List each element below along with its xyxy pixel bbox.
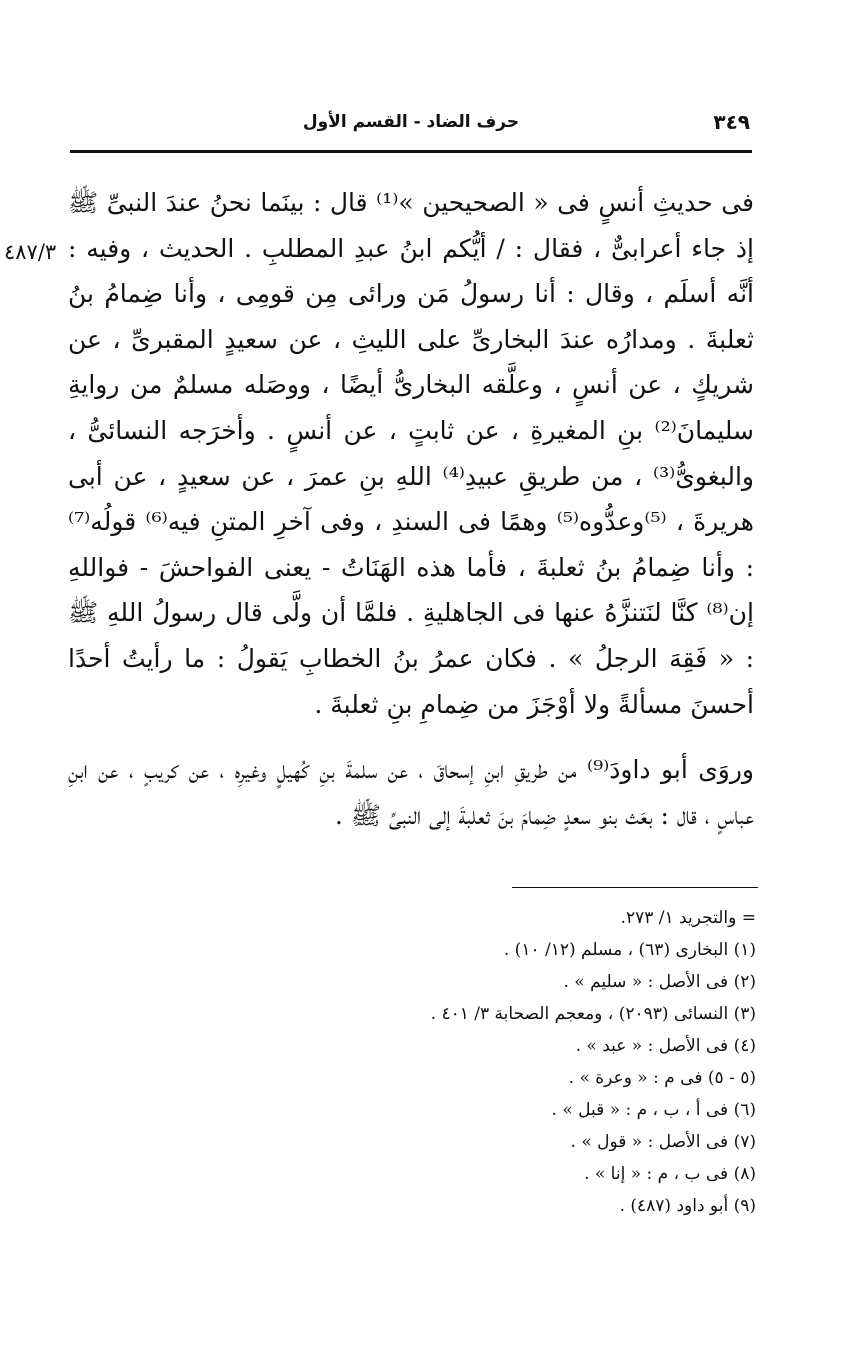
footnote-8: (٨) فى ب ، م : « إنا » . (584, 1164, 756, 1184)
header-title: حرف الضاد - القسم الأول (302, 112, 520, 132)
footnote-rule (512, 887, 758, 888)
page-number: ٣٤٩ (713, 110, 750, 134)
paragraph-1: فى حديثِ أنسٍ فى « الصحيحين »⁽¹⁾ قال : بينَما نحنُ عندَ النبىِّ ﷺ إذ جاء أعرابىٌّ ، فقال : / أيُّكم ابنُ عبدِ المطلبِ . الحديث ، وفيه : أنَّه أسلَم ، وقال : أنا رسولُ مَن ورائى مِن قومِى ، وأنا ضِمامُ بنُ ثعلبةَ . ومدارُه عندَ البخارىِّ على الليثِ ، عن سعيدٍ المقبرىِّ ، عن شريكٍ ، عن أنسٍ ، وعلَّقه البخارىُّ أيضًا ، ووصَله مسلمٌ من روايةِ سليمانَ⁽²⁾ بنِ المغيرةِ ، عن ثابتٍ ، عن أنسٍ . وأخرَجه النسائىُّ ، والبغوىُّ⁽³⁾ ، من طريقِ عبيدِ⁽⁴⁾ اللهِ بنِ عمرَ ، عن سعيدٍ ، عن أبى هريرةَ ، ⁽⁵⁾وعدُّوه⁽⁵⁾ وهمًا فى السندِ ، وفى آخرِ المتنِ فيه⁽⁶⁾ قولُه⁽⁷⁾ : وأنا ضِمامُ بنُ ثعلبةَ ، فأما هذه الهَنَاتُ - يعنى الفواحشَ - فواللهِ إن⁽⁸⁾ كنَّا لنَتنزَّهُ عنها فى الجاهليةِ . فلمَّا أن ولَّى قال رسولُ اللهِ ﷺ : « فَقِهَ الرجلُ » . فكان عمرُ بنُ الخطابِ يَقولُ : ما رأيتُ أحدًا أحسنَ مسألةً ولا أوْجَزَ من ضِمامِ بنِ ثعلبةَ . (68, 188, 755, 719)
margin-reference: ٤٨٧/٣ (4, 240, 57, 264)
footnote-4: (٤) فى الأصل : « عبد » . (575, 1036, 756, 1056)
footnote-continuation: = والتجريد ١/ ٢٧٣. (620, 908, 756, 928)
footnote-1: (١) البخارى (٦٣) ، مسلم (١٢/ ١٠) . (503, 940, 756, 960)
footnote-6: (٦) فى أ ، ب ، م : « قبل » . (551, 1100, 756, 1120)
footnote-2: (٢) فى الأصل : « سليم » . (563, 972, 756, 992)
header-rule (70, 150, 752, 153)
footnotes (220, 902, 756, 1222)
footnote-9: (٩) أبو داود (٤٨٧) . (619, 1196, 756, 1216)
body-text (68, 180, 754, 838)
footnote-7: (٧) فى الأصل : « قول » . (570, 1132, 756, 1152)
paragraph-2: وروَى أبو داودَ⁽⁹⁾ من طريقِ ابنِ إسحاقَ ، عن سلمةَ بنِ كُهيلٍ وغيرِه ، عن كريبٍ ، عن ابنِ عباسٍ ، قال : بعَث بنو سعدٍ ضِمامَ بنَ ثعلبةَ إلى النبىِّ ﷺ . (68, 755, 754, 830)
running-head (70, 108, 752, 148)
footnote-3: (٣) النسائى (٢٠٩٣) ، ومعجم الصحابة ٣/ ٤٠١ . (430, 1004, 756, 1024)
footnote-5: (٥ - ٥) فى م : « وعرة » . (568, 1068, 756, 1088)
